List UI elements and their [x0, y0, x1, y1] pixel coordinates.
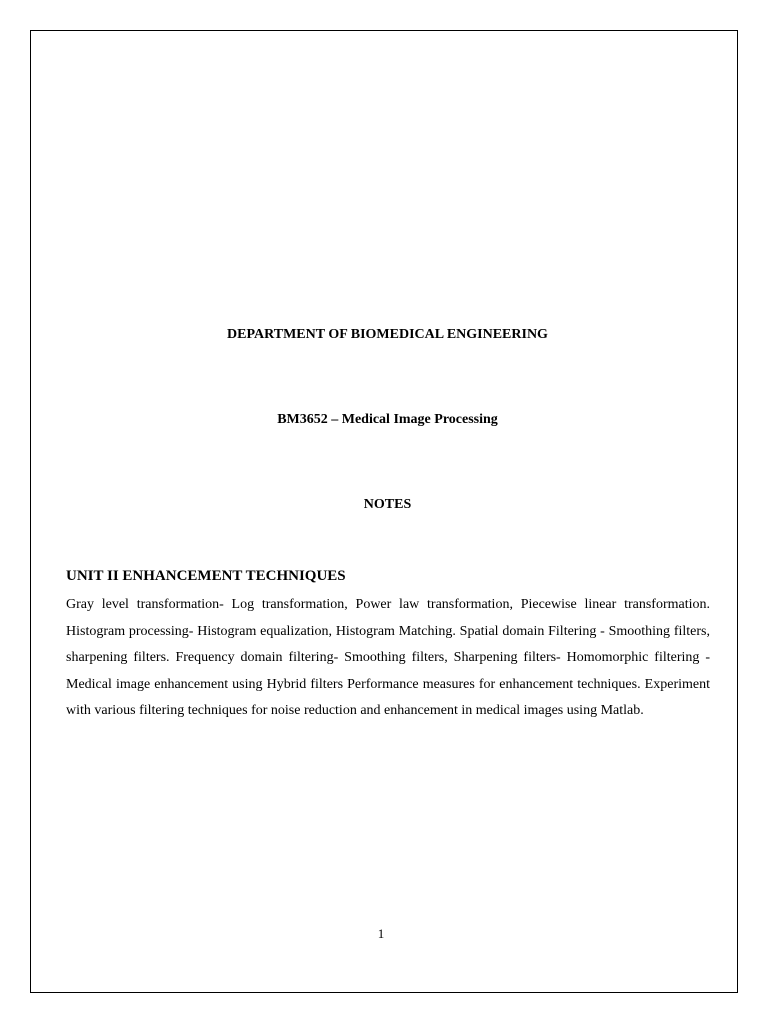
page-number: 1	[377, 926, 385, 941]
unit-syllabus-text: Gray level transformation- Log transformation, Power law transformation, Piecewise linear transformation. Histogram processing- Histogram equalization, Histogram Matching. Spatial domain Filtering - Smoothing filters, sharpening filters. Frequency domain filtering- Smoothing filters, Sharpening filters- Homomorphic filtering -Medical image enhancement using Hybrid filters Performance measures for enhancement techniques. Experiment with various filtering techniques for noise reduction and enhancement in medical images using Matlab.	[66, 597, 710, 719]
department-title: DEPARTMENT OF BIOMEDICAL ENGINEERING	[227, 327, 548, 342]
unit-heading: UNIT II ENHANCEMENT TECHNIQUES	[66, 568, 346, 584]
course-title: BM3652 – Medical Image Processing	[277, 412, 498, 427]
notes-label: NOTES	[363, 497, 412, 512]
